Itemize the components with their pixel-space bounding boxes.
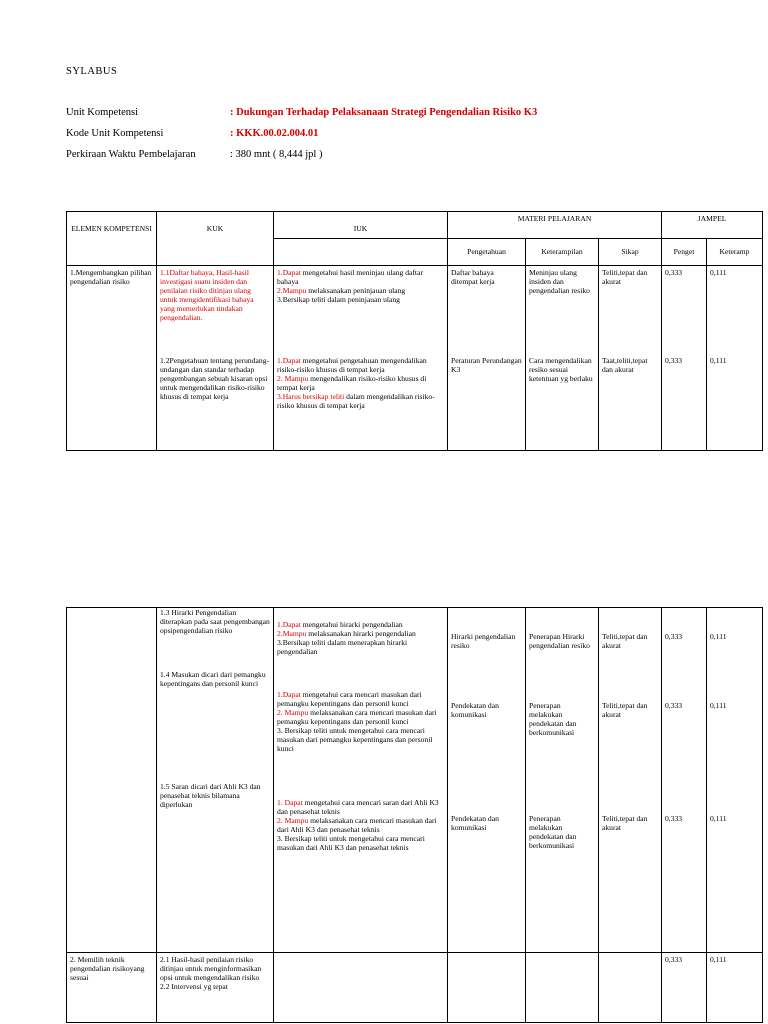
elemen-text: 2. Memilih teknik pengendalian risikoyang sesuai xyxy=(70,955,145,982)
iuk-line: 2. Mampu mengendalikan risiko-risiko khusus di tempat kerja xyxy=(277,374,427,392)
iuk-line: 1.Dapat mengetahui hirarki pengendalian xyxy=(277,620,403,629)
elemen-cell xyxy=(67,608,157,953)
kuk-1-1: 1.1Daftar bahaya, Hasil-hasil investigasi suatu insiden dan penilaian risiko ditinjau ulang untuk mengidentifikasi bahaya yang memerlukan tindakan pengendalian. xyxy=(160,268,254,322)
header-jampel: JAMPEL xyxy=(662,212,763,239)
iuk-line: 1.Dapat mengetahui cara mencari masukan dari pemangku kepentingans dan personil kunci xyxy=(277,690,422,708)
sikap-text: Taat,teliti,tepat dan akurat xyxy=(602,356,648,374)
elemen-cell xyxy=(67,953,157,1023)
iuk-group-1-2 xyxy=(277,356,444,410)
pengetahuan-text: Hirarki pengendalian resiko xyxy=(451,632,516,650)
keteramp-value: 0,111 xyxy=(710,701,727,710)
elemen-text: 1.Mengembangkan pilihan pengendalian risiko xyxy=(70,268,152,286)
iuk-group-1-1 xyxy=(277,268,444,356)
sikap-text: Teliti,tepat dan akurat xyxy=(602,701,648,719)
sikap-cell xyxy=(599,266,662,451)
iuk-group-1-3 xyxy=(277,620,444,690)
keteramp-cell xyxy=(707,953,763,1023)
pengetahuan-cell xyxy=(448,608,526,953)
keterampilan-cell xyxy=(526,608,599,953)
iuk-line: 3.Harus bersikap teliti dalam mengendalikan risiko-risiko khusus di tempat kerja xyxy=(277,392,435,410)
iuk-line: 1.Dapat mengetahui hasil meninjau ulang daftar bahaya xyxy=(277,268,423,286)
keteramp-cell xyxy=(707,266,763,451)
kuk-cell xyxy=(157,266,274,451)
keterampilan-text: Penerapan melakukan pendekatan dan berkomunikasi xyxy=(529,814,577,850)
iuk-line: 2. Mampu melaksanakan cara mencari masukan dari pemangku kepentingans dan personil kunci xyxy=(277,708,437,726)
syllabus-table-1 xyxy=(66,211,763,451)
iuk-line: 3.Bersikap teliti dalam menerapkan hirarki pengendalian xyxy=(277,638,408,656)
header-sikap: Sikap xyxy=(599,239,662,266)
keterampilan-text: Cara mengendalikan resiko sesuai ketentuan yg berlaku xyxy=(529,356,593,383)
unit-value: : Dukungan Terhadap Pelaksanaan Strategi Pengendalian Risiko K3 xyxy=(230,107,538,118)
keterampilan-cell xyxy=(526,953,599,1023)
pengetahuan-text: Peraturan Perundangan K3 xyxy=(451,356,522,374)
penget-value: 0,333 xyxy=(665,268,683,277)
iuk-cell xyxy=(274,266,448,451)
iuk-line: 2.Mampu melaksanakan peninjauan ulang xyxy=(277,286,406,295)
iuk-line: 2. Mampu melaksanakan cara mencari masukan dari dari Ahli K3 dan penasehat teknis xyxy=(277,816,437,834)
time-label: Perkiraan Waktu Pembelajaran xyxy=(66,149,196,160)
kuk-cell xyxy=(157,953,274,1023)
iuk-line: 3. Bersikap teliti untuk mengetahui cara mencari masukan dari Ahli K3 dan penasehat teknis xyxy=(277,834,425,852)
keterampilan-text: Meninjau ulang insiden dan pengendalian resiko xyxy=(529,268,590,295)
keteramp-value: 0,111 xyxy=(710,268,727,277)
header-keteramp: Keteramp xyxy=(707,239,763,266)
time-value: : 380 mnt ( 8,444 jpl ) xyxy=(230,149,323,160)
iuk-group-1-5 xyxy=(277,798,444,852)
iuk-cell xyxy=(274,953,448,1023)
penget-cell xyxy=(662,266,707,451)
iuk-group-1-4 xyxy=(277,690,444,798)
keteramp-value: 0,111 xyxy=(710,814,727,823)
iuk-line: 1. Dapat mengetahui cara mencari saran dari Ahli K3 dan penasehat teknis xyxy=(277,798,439,816)
code-label: Kode Unit Kompetensi xyxy=(66,128,164,139)
header-pengetahuan: Pengetahuan xyxy=(448,239,526,266)
penget-value: 0,333 xyxy=(665,356,683,365)
iuk-line: 3.Bersikap teliti dalam peninjauan ulang xyxy=(277,295,400,304)
sikap-text: Teliti,tepat dan akurat xyxy=(602,814,648,832)
document-title: SYLABUS xyxy=(66,66,118,77)
iuk-cell xyxy=(274,608,448,953)
header-elemen: ELEMEN KOMPETENSI xyxy=(67,212,157,266)
kuk-2-1: 2.1 Hasil-hasil penilaian risiko ditinjau untuk menginformasikan opsi untuk mengendalikan risiko xyxy=(160,955,262,982)
sikap-cell xyxy=(599,608,662,953)
elemen-cell xyxy=(67,266,157,451)
keteramp-value: 0,111 xyxy=(710,632,727,641)
iuk-line: 3. Bersikap teliti untuk mengetahui cara mencari masukan dari pemangku kepentingans dan personil kunci xyxy=(277,726,433,753)
header-keterampilan: Keterampilan xyxy=(526,239,599,266)
sikap-text: Teliti,tepat dan akurat xyxy=(602,268,648,286)
kuk-cell xyxy=(157,608,274,953)
keteramp-value: 0,111 xyxy=(710,356,727,365)
kuk-2-2: 2.2 Intervensi yg tepat xyxy=(160,982,228,991)
iuk-line: 1.Dapat mengetahui pengetahuan mengendalikan risiko-risiko khusus di tempat kerja xyxy=(277,356,427,374)
header-iuk: IUK xyxy=(274,212,448,239)
penget-value: 0,333 xyxy=(665,955,683,964)
penget-cell xyxy=(662,608,707,953)
header-materi: MATERI PELAJARAN xyxy=(448,212,662,239)
pengetahuan-text: Daftar bahaya ditempat kerja xyxy=(451,268,495,286)
keterampilan-cell xyxy=(526,266,599,451)
header-kuk: KUK xyxy=(157,212,274,266)
pengetahuan-cell xyxy=(448,953,526,1023)
syllabus-table-2 xyxy=(66,607,763,1023)
code-value: : KKK.00.02.004.01 xyxy=(230,128,319,139)
keteramp-value: 0,111 xyxy=(710,955,727,964)
penget-value: 0,333 xyxy=(665,632,683,641)
kuk-1-5: 1.5 Saran dicari dari Ahli K3 dan penasehat teknis bilamana diperlukan xyxy=(160,782,261,809)
penget-value: 0,333 xyxy=(665,701,683,710)
sikap-text: Teliti,tepat dan akurat xyxy=(602,632,648,650)
pengetahuan-cell xyxy=(448,266,526,451)
pengetahuan-text: Pendekatan dan komunikasi xyxy=(451,701,499,719)
kuk-1-2: 1.2Pengetahuan tentang perundang-undangan dan standar terhadap pengembangan sebuah kisaran opsi untuk mengendalikan risiko-risiko khusus di tempat kerja xyxy=(160,356,270,401)
keteramp-cell xyxy=(707,608,763,953)
sikap-cell xyxy=(599,953,662,1023)
unit-label: Unit Kompetensi xyxy=(66,107,139,118)
keterampilan-text: Penerapan melakukan pendekatan dan berkomunikasi xyxy=(529,701,577,737)
iuk-line: 2.Mampu melaksanakan hirarki pengendalian xyxy=(277,629,416,638)
header-iuk-blank xyxy=(274,239,448,266)
penget-cell xyxy=(662,953,707,1023)
penget-value: 0,333 xyxy=(665,814,683,823)
kuk-1-3: 1.3 Hirarki Pengendalian diterapkan pada saat pengembangan opsipengendalian risiko xyxy=(160,608,270,635)
pengetahuan-text: Pendekatan dan komunikasi xyxy=(451,814,499,832)
kuk-1-4: 1.4 Masukan dicari dari pemangku kepentingans dan personil kunci xyxy=(160,670,266,688)
keterampilan-text: Penerapan Hirarki pengendalian resiko xyxy=(529,632,590,650)
header-penget: Penget xyxy=(662,239,707,266)
